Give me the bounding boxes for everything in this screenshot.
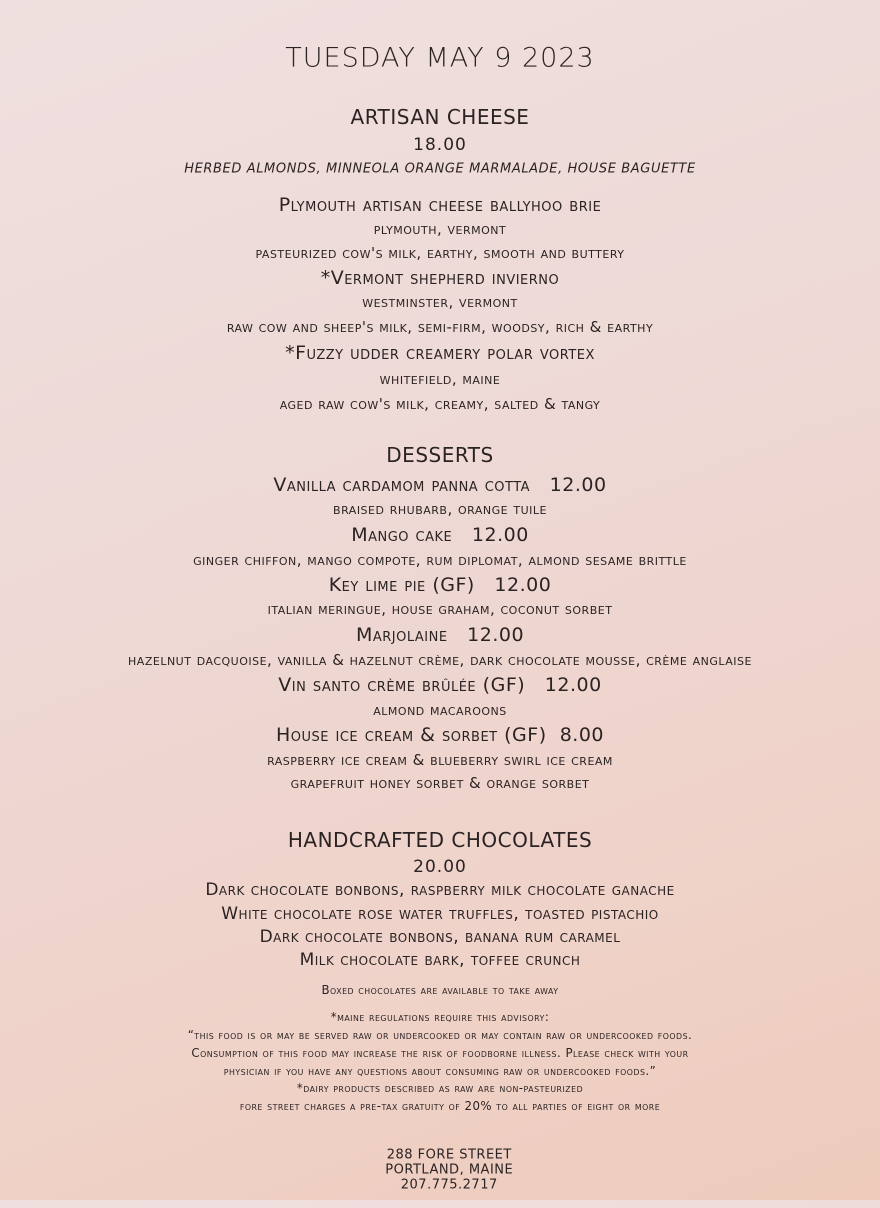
chocolates-note: Boxed chocolates are available to take away (321, 983, 559, 997)
chocolate-item: Dark chocolate bonbons, raspberry milk chocolate ganache (205, 880, 675, 900)
chocolates-price: 20.00 (413, 857, 467, 877)
cheese-notes: raw cow and sheep's milk, semi-firm, woodsy, rich & earthy (226, 318, 654, 336)
cheese-origin: whitefield, maine (379, 370, 501, 388)
dessert-desc: italian meringue, house graham, coconut sorbet (267, 600, 613, 618)
footer-address: 288 FORE STREET (386, 1147, 512, 1163)
section-heading-cheese: ARTISAN CHEESE (350, 105, 530, 129)
chocolate-item: Dark chocolate bonbons, banana rum caramel (259, 927, 621, 947)
cheese-name: *Fuzzy udder creamery polar vortex (285, 342, 595, 364)
dessert-name: Vanilla cardamom panna cotta 12.00 (273, 474, 607, 496)
gratuity-line: fore street charges a pre-tax gratuity of 20% to all parties of eight or more (239, 1099, 661, 1113)
cheese-name: Plymouth artisan cheese ballyhoo brie (278, 194, 602, 216)
advisory-line: Consumption of this food may increase the risk of foodborne illness. Please check with your (191, 1046, 689, 1060)
chocolate-item: White chocolate rose water truffles, toasted pistachio (221, 904, 659, 924)
advisory-line: “this food is or may be served raw or undercooked or may contain raw or undercooked foods. (187, 1028, 693, 1042)
cheese-origin: westminster, vermont (362, 293, 518, 311)
dessert-desc: hazelnut dacquoise, vanilla & hazelnut crème, dark chocolate mousse, crème anglaise (128, 651, 752, 669)
cheese-price: 18.00 (413, 135, 467, 155)
chocolate-item: Milk chocolate bark, toffee crunch (299, 950, 581, 970)
dessert-desc: ginger chiffon, mango compote, rum diplomat, almond sesame brittle (193, 551, 687, 569)
cheese-origin: plymouth, vermont (373, 220, 507, 238)
dessert-name: Mango cake 12.00 (351, 524, 529, 546)
dessert-desc: almond macaroons (373, 701, 507, 719)
dessert-name: House ice cream & sorbet (GF) 8.00 (275, 724, 605, 746)
dessert-name: Vin santo crème brûlée (GF) 12.00 (278, 674, 602, 696)
advisory-line: *maine regulations require this advisory: (330, 1010, 550, 1024)
dessert-desc: grapefruit honey sorbet & orange sorbet (290, 774, 590, 792)
menu-date-title: TUESDAY MAY 9 2023 (285, 42, 595, 74)
cheese-notes: pasteurized cow's milk, earthy, smooth and buttery (255, 244, 625, 262)
dessert-name: Marjolaine 12.00 (355, 624, 525, 646)
dessert-desc: raspberry ice cream & blueberry swirl ice cream (267, 751, 613, 769)
footer-phone: 207.775.2717 (400, 1177, 498, 1193)
cheese-notes: aged raw cow's milk, creamy, salted & tangy (279, 395, 601, 413)
footer-city: PORTLAND, MAINE (385, 1162, 514, 1178)
dessert-name: Key lime pie (GF) 12.00 (328, 574, 552, 596)
footer (0, 1133, 880, 1208)
advisory-line: physician if you have any questions about consuming raw or undercooked foods.” (223, 1064, 657, 1078)
cheese-name: *Vermont shepherd invierno (320, 267, 560, 289)
advisory-line: *dairy products described as raw are non-pasteurized (296, 1081, 584, 1095)
cheese-accompaniments: HERBED ALMONDS, MINNEOLA ORANGE MARMALADE, HOUSE BAGUETTE (184, 161, 696, 177)
section-heading-desserts: DESSERTS (386, 443, 494, 467)
dessert-desc: braised rhubarb, orange tuile (333, 500, 547, 518)
section-heading-chocolates: HANDCRAFTED CHOCOLATES (287, 828, 593, 852)
